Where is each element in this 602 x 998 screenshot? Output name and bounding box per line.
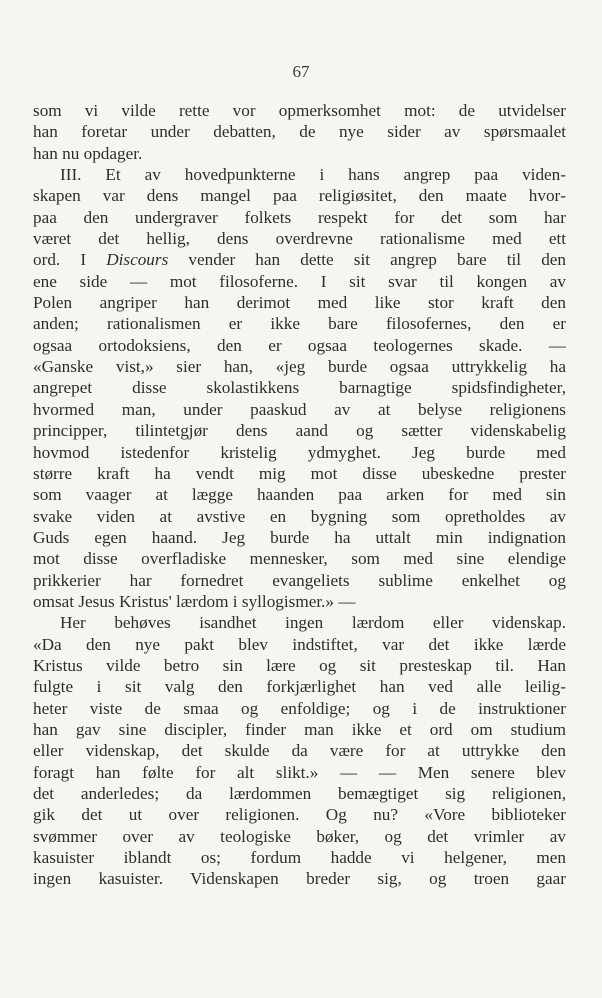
text-line: «Da den nye pakt blev indstiftet, var det ikke lærde [33, 634, 566, 654]
text-line: principper, tilintetgjør dens aand og sætter videnskabelig [33, 421, 566, 441]
text-line [33, 249, 566, 270]
text-line: anden; rationalismen er ikke bare filosofernes, den er [33, 314, 566, 334]
text-line: eller videnskap, det skulde da være for at uttrykke den [33, 741, 566, 761]
text-line: større kraft ha vendt mig mot disse ubeskedne prester [33, 463, 566, 483]
text-line: ogsaa ortodoksiens, den er ogsaa teologernes skade. — [33, 335, 566, 355]
text-line: som vi vilde rette vor opmerksomhet mot: de utvidelser [33, 101, 566, 120]
text-line-segment: vender han dette sit angrep bare til den [168, 250, 566, 270]
text-line: været det hellig, dens overdrevne rationalisme med ett [33, 229, 566, 249]
text-line-segment: ord. I [33, 250, 107, 270]
text-line: kasuister iblandt os; fordum hadde vi helgener, men [33, 848, 566, 868]
text-line: Polen angriper han derimot med like stor kraft den [33, 293, 566, 313]
text-line: ingen kasuister. Videnskapen breder sig, og troen gaar [33, 869, 566, 889]
text-line: heter viste de smaa og enfoldige; og i de instruktioner [33, 698, 566, 718]
text-line: III. Et av hovedpunkterne i hans angrep paa viden‐ [60, 165, 566, 185]
text-line: hovmod istedenfor kristelig ydmyghet. Jeg burde med [33, 442, 566, 462]
text-line: Her behøves isandhet ingen lærdom eller videnskap. [60, 613, 566, 633]
text-line: svake viden at avstive en bygning som opretholdes av [33, 506, 566, 526]
body-text [33, 100, 566, 890]
text-line: han foretar under debatten, de nye sider av spørsmaalet [33, 122, 566, 142]
text-line: hvormed man, under paaskud av at belyse religionens [33, 399, 566, 419]
text-line: angrepet disse skolastikkens barnagtige spidsfindigheter, [33, 378, 566, 398]
text-line: prikkerier har fornedret evangeliets sublime enkelhet og [33, 570, 566, 590]
text-line: han nu opdager. [33, 143, 143, 163]
text-line: paa den undergraver folkets respekt for det som har [33, 207, 566, 227]
text-line: Kristus vilde betro sin lære og sit presteskap til. Han [33, 655, 566, 675]
text-line: Guds egen haand. Jeg burde ha uttalt min indignation [33, 527, 566, 547]
text-line: gik det ut over religionen. Og nu? «Vore biblioteker [33, 805, 566, 825]
text-line: som vaager at lægge haanden paa arken for med sin [33, 485, 566, 505]
text-line: ene side — mot filosoferne. I sit svar til kongen av [33, 271, 566, 291]
page-number: 67 [292, 62, 310, 81]
text-line: omsat Jesus Kristus' lærdom i syllogismer.» — [33, 591, 356, 611]
italic-title: Discours [106, 250, 169, 270]
text-line: mot disse overfladiske mennesker, som med sine elendige [33, 549, 566, 569]
text-line: det anderledes; da lærdommen bemægtiget sig religionen, [33, 784, 566, 803]
text-line: fulgte i sit valg den forkjærlighet han ved alle leilig‐ [33, 677, 566, 697]
text-line: skapen var dens mangel paa religiøsitet, den maate hvor‐ [33, 186, 566, 206]
text-line: han gav sine discipler, finder man ikke et ord om studium [33, 719, 566, 739]
text-line: svømmer over av teologiske bøker, og det vrimler av [33, 826, 566, 846]
text-line: foragt han følte for alt slikt.» — — Men senere blev [33, 762, 566, 782]
text-line: «Ganske vist,» sier han, «jeg burde ogsaa uttrykkelig ha [33, 357, 566, 377]
